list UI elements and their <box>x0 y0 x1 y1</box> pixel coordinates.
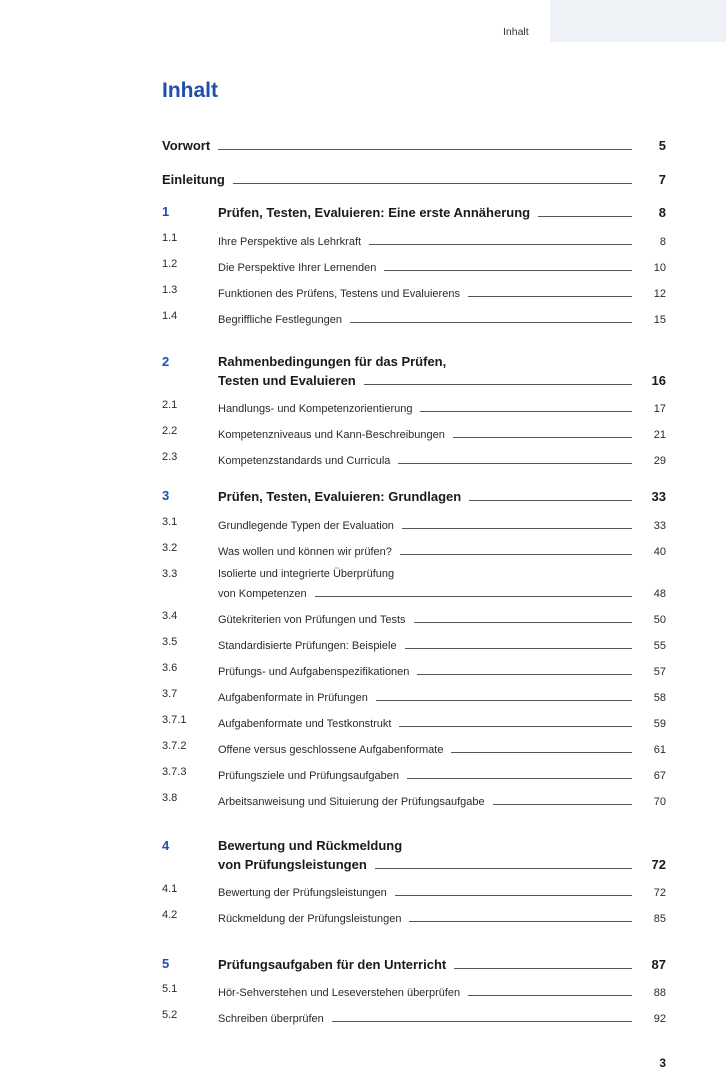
section-number: 3.7.3 <box>162 766 187 778</box>
toc-page: 72 <box>653 887 666 899</box>
leader-line <box>414 621 632 623</box>
toc-page: 55 <box>653 640 666 652</box>
running-head: Inhalt <box>503 26 529 38</box>
toc-page: 88 <box>653 987 666 999</box>
toc-title-line-2: Testen und Evaluieren <box>218 373 356 388</box>
toc-page: 40 <box>653 546 666 558</box>
section-number: 3.4 <box>162 610 178 622</box>
toc-title: Gütekriterien von Prüfungen und Tests <box>218 614 406 626</box>
toc-page: 48 <box>653 588 666 600</box>
leader-line <box>375 867 632 869</box>
leader-line <box>369 243 632 245</box>
leader-line <box>417 673 632 675</box>
toc-page: 10 <box>653 262 666 274</box>
chapter-number: 5 <box>162 956 170 971</box>
section-number: 1.1 <box>162 232 178 244</box>
leader-line <box>454 967 632 969</box>
leader-line <box>218 148 632 150</box>
toc-title: Handlungs- und Kompetenzorientierung <box>218 403 413 415</box>
section-number: 3.3 <box>162 568 178 580</box>
toc-page: 59 <box>653 718 666 730</box>
leader-line <box>315 595 632 597</box>
section-number: 3.5 <box>162 636 178 648</box>
toc-page: 33 <box>651 489 666 504</box>
toc-page: 8 <box>659 236 666 248</box>
toc-page: 85 <box>653 913 666 925</box>
leader-line <box>384 269 632 271</box>
section-number: 4.2 <box>162 909 178 921</box>
toc-title: Rückmeldung der Prüfungsleistungen <box>218 913 402 925</box>
section-number: 3.2 <box>162 542 178 554</box>
toc-page: 7 <box>658 172 666 187</box>
leader-line <box>376 699 632 701</box>
toc-page: 87 <box>651 957 666 972</box>
leader-line <box>453 436 632 438</box>
toc-title: Schreiben überprüfen <box>218 1013 324 1025</box>
leader-line <box>451 751 632 753</box>
toc-page: 5 <box>658 138 666 153</box>
section-number: 2.1 <box>162 399 178 411</box>
toc-title: Funktionen des Prüfens, Testens und Evaluierens <box>218 288 460 300</box>
toc-title: Was wollen und können wir prüfen? <box>218 546 392 558</box>
section-number: 5.2 <box>162 1009 178 1021</box>
leader-line <box>364 383 632 385</box>
toc-title-line-2: von Kompetenzen <box>218 588 307 600</box>
toc-title: Prüfungsaufgaben für den Unterricht <box>218 957 447 972</box>
leader-line <box>469 499 632 501</box>
leader-line <box>405 647 632 649</box>
toc-page: 12 <box>653 288 666 300</box>
leader-line <box>409 920 632 922</box>
toc-page: 70 <box>653 796 666 808</box>
page-number: 3 <box>659 1056 666 1070</box>
section-number: 1.4 <box>162 310 178 322</box>
section-number: 3.7.1 <box>162 714 187 726</box>
section-number: 1.2 <box>162 258 178 270</box>
leader-line <box>400 553 632 555</box>
leader-line <box>407 777 632 779</box>
toc-title: Prüfungsziele und Prüfungsaufgaben <box>218 770 400 782</box>
toc-title-line-1: Bewertung und Rückmeldung <box>218 838 403 853</box>
chapter-number: 2 <box>162 354 170 369</box>
toc-page: 33 <box>653 520 666 532</box>
toc-title: Prüfen, Testen, Evaluieren: Eine erste Annäherung <box>218 205 531 220</box>
toc-title-line-1: Rahmenbedingungen für das Prüfen, <box>218 354 447 369</box>
leader-line <box>395 894 632 896</box>
leader-line <box>233 182 632 184</box>
toc-title: Standardisierte Prüfungen: Beispiele <box>218 640 397 652</box>
toc-page: 58 <box>653 692 666 704</box>
toc-page: 29 <box>653 455 666 467</box>
toc-page: 72 <box>651 857 666 872</box>
section-number: 4.1 <box>162 883 178 895</box>
section-number: 3.6 <box>162 662 178 674</box>
toc-page: 21 <box>653 429 666 441</box>
chapter-number: 1 <box>162 204 170 219</box>
toc-page: 8 <box>658 205 666 220</box>
toc-title: Grundlegende Typen der Evaluation <box>218 520 394 532</box>
page-title: Inhalt <box>162 79 218 102</box>
toc-title: Vorwort <box>162 138 211 153</box>
toc-title: Hör-Sehverstehen und Leseverstehen überprüfen <box>218 987 461 999</box>
toc-page: 57 <box>653 666 666 678</box>
leader-line <box>332 1020 632 1022</box>
leader-line <box>493 803 632 805</box>
toc-title: Offene versus geschlossene Aufgabenformate <box>218 744 444 756</box>
toc-title: Prüfungs- und Aufgabenspezifikationen <box>218 666 410 678</box>
leader-line <box>420 410 632 412</box>
section-number: 3.7.2 <box>162 740 187 752</box>
leader-line <box>399 725 632 727</box>
toc-page: 61 <box>653 744 666 756</box>
toc-title: Aufgabenformate und Testkonstrukt <box>218 718 392 730</box>
leader-line <box>468 295 632 297</box>
toc-page: 67 <box>653 770 666 782</box>
section-number: 2.3 <box>162 451 178 463</box>
chapter-number: 3 <box>162 488 170 503</box>
toc-title-line-2: von Prüfungsleistungen <box>218 857 367 872</box>
toc-page: 17 <box>653 403 666 415</box>
toc-title: Einleitung <box>162 172 225 187</box>
section-number: 1.3 <box>162 284 178 296</box>
toc-title: Prüfen, Testen, Evaluieren: Grundlagen <box>218 489 462 504</box>
toc-page: 15 <box>653 314 666 326</box>
toc-title: Die Perspektive Ihrer Lernenden <box>218 262 377 274</box>
section-number: 5.1 <box>162 983 178 995</box>
toc-title: Arbeitsanweisung und Situierung der Prüfungsaufgabe <box>218 796 485 808</box>
leader-line <box>468 994 632 996</box>
section-number: 3.8 <box>162 792 178 804</box>
toc-page: 92 <box>653 1013 666 1025</box>
section-number: 3.1 <box>162 516 178 528</box>
toc-title-line-1: Isolierte und integrierte Überprüfung <box>218 568 395 580</box>
toc-title: Bewertung der Prüfungsleistungen <box>218 887 387 899</box>
leader-line <box>398 462 632 464</box>
toc-title: Aufgabenformate in Prüfungen <box>218 692 368 704</box>
toc-title: Kompetenzstandards und Curricula <box>218 455 391 467</box>
leader-line <box>402 527 632 529</box>
toc-title: Kompetenzniveaus und Kann-Beschreibungen <box>218 429 445 441</box>
leader-line <box>538 215 632 217</box>
toc-page: 50 <box>653 614 666 626</box>
section-number: 2.2 <box>162 425 178 437</box>
toc-title: Ihre Perspektive als Lehrkraft <box>218 236 362 248</box>
chapter-number: 4 <box>162 838 170 853</box>
leader-line <box>350 321 632 323</box>
toc-page: 16 <box>651 373 666 388</box>
section-number: 3.7 <box>162 688 178 700</box>
toc-title: Begriffliche Festlegungen <box>218 314 342 326</box>
